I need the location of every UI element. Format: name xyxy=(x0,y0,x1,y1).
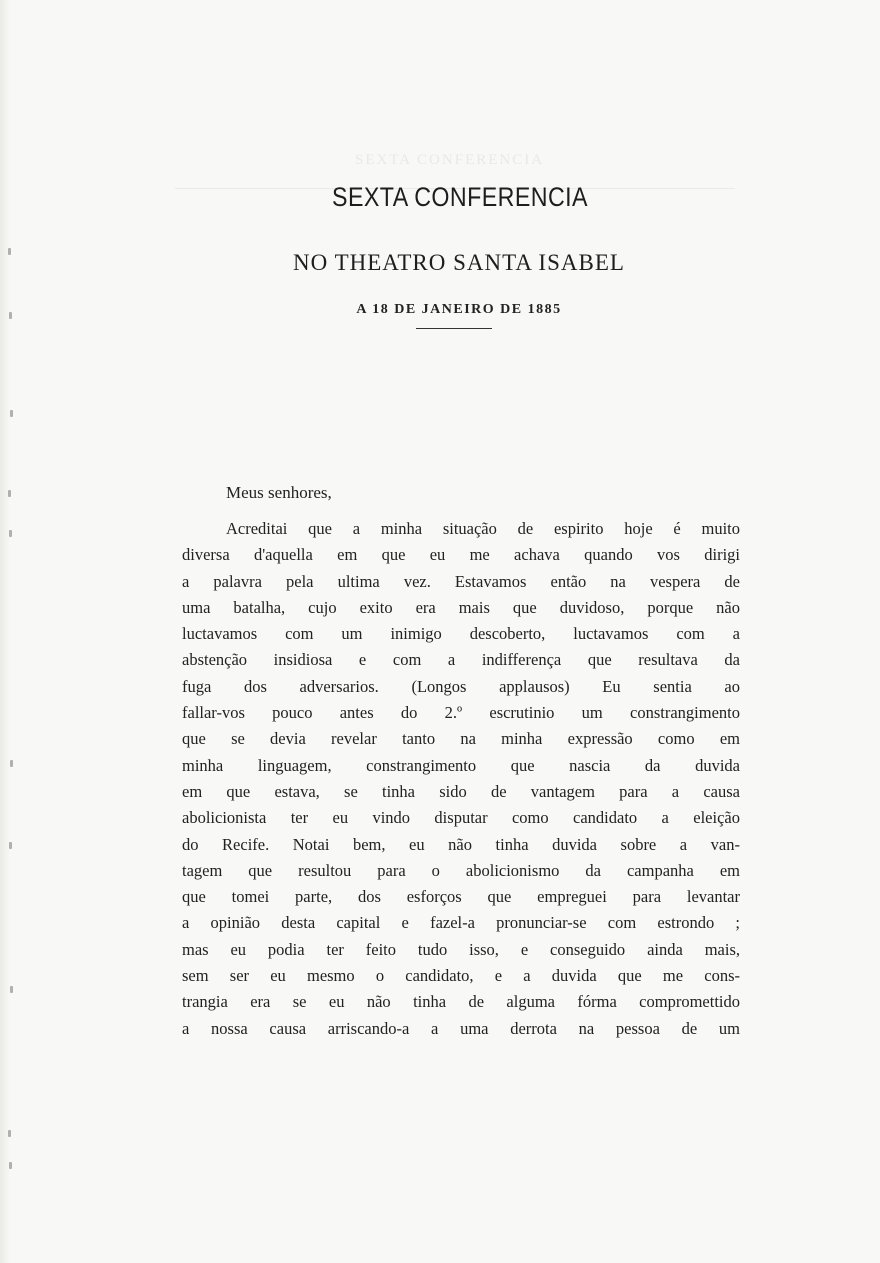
text-line: do Recife. Notai bem, eu não tinha duvida sobre a van- xyxy=(182,834,740,854)
text-line: Acreditai que a minha situação de espirito hoje é muito xyxy=(226,519,740,538)
title-divider xyxy=(416,328,492,329)
salutation: Meus senhores, xyxy=(226,483,332,502)
text-line: que tomei parte, dos esforços que empreguei para levantar xyxy=(182,887,740,907)
speck xyxy=(8,248,11,255)
text-line: em que estava, se tinha sido de vantagem para a causa xyxy=(182,781,740,801)
speck xyxy=(9,1162,12,1169)
text-line: abstenção insidiosa e com a indifferença que resultava da xyxy=(182,650,740,670)
text-line: diversa d'aquella em que eu me achava quando vos dirigi xyxy=(182,545,740,565)
chapter-date: A 18 DE JANEIRO DE 1885 xyxy=(356,302,562,317)
bleed-through-header: SEXTA CONFERENCIA xyxy=(355,152,545,168)
text-line: fuga dos adversarios. (Longos applausos) Eu sentia ao xyxy=(182,676,740,696)
chapter-subtitle: NO THEATRO SANTA ISABEL xyxy=(293,250,625,275)
speck xyxy=(9,312,12,319)
text-line: trangia era se eu não tinha de alguma fórma compromettido xyxy=(182,992,740,1012)
speck xyxy=(10,410,13,417)
page-edge-shadow xyxy=(0,0,10,1263)
text-line: luctavamos com um inimigo descoberto, luctavamos com a xyxy=(182,624,740,644)
speck xyxy=(9,530,12,537)
text-line: mas eu podia ter feito tudo isso, e conseguido ainda mais, xyxy=(182,939,740,959)
text-line: a nossa causa arriscando-a a uma derrota na pessoa de um xyxy=(182,1018,740,1038)
text-line: minha linguagem, constrangimento que nascia da duvida xyxy=(182,755,740,775)
chapter-title: SEXTA CONFERENCIA xyxy=(332,182,588,212)
text-line: uma batalha, cujo exito era mais que duvidoso, porque não xyxy=(182,597,740,617)
body-paragraph xyxy=(182,516,740,1042)
text-line: fallar-vos pouco antes do 2.º escrutinio um constrangimento xyxy=(182,703,740,723)
text-line: que se devia revelar tanto na minha expressão como em xyxy=(182,729,740,749)
text-line: a opinião desta capital e fazel-a pronunciar-se com estrondo ; xyxy=(182,913,740,933)
speck xyxy=(8,1130,11,1137)
text-line: tagem que resultou para o abolicionismo da campanha em xyxy=(182,860,740,880)
text-line: sem ser eu mesmo o candidato, e a duvida que me cons- xyxy=(182,966,740,986)
speck xyxy=(10,760,13,767)
speck xyxy=(9,842,12,849)
text-line: abolicionista ter eu vindo disputar como candidato a eleição xyxy=(182,808,740,828)
text-line: a palavra pela ultima vez. Estavamos então na vespera de xyxy=(182,571,740,591)
speck xyxy=(8,490,11,497)
speck xyxy=(10,986,13,993)
